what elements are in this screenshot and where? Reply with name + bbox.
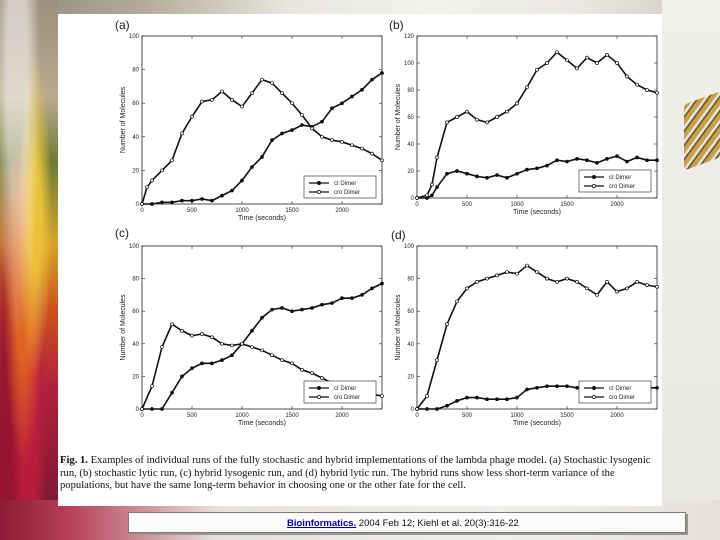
data-point [241, 179, 244, 182]
data-point [301, 308, 304, 311]
data-point [476, 396, 479, 399]
data-point [291, 102, 294, 105]
y-tick-label: 100 [128, 34, 139, 40]
data-point [271, 308, 274, 311]
citation-details: 2004 Feb 12; Kiehl et al. 20(3):316-22 [356, 518, 519, 529]
chart-panel-a [112, 18, 387, 223]
data-point [211, 199, 214, 202]
data-point [371, 78, 374, 81]
y-tick-label: 120 [403, 34, 414, 40]
data-point [456, 399, 459, 402]
data-point [261, 78, 264, 81]
x-tick-label: 1500 [285, 413, 299, 419]
data-point [321, 377, 324, 380]
x-tick-label: 2000 [335, 413, 349, 419]
data-point [516, 272, 519, 275]
data-point [201, 100, 204, 103]
data-point [161, 201, 164, 204]
data-point [361, 147, 364, 150]
panel-label-b: (b) [389, 18, 404, 32]
legend-marker [317, 386, 320, 389]
legend-label: cI Dimer [334, 386, 357, 392]
data-point [161, 346, 164, 349]
data-point [456, 170, 459, 173]
data-point [301, 113, 304, 116]
data-point [151, 385, 154, 388]
data-point [231, 189, 234, 192]
data-point [566, 277, 569, 280]
data-point [221, 194, 224, 197]
data-point [556, 51, 559, 54]
data-point [171, 159, 174, 162]
x-tick-label: 1000 [510, 413, 524, 419]
data-point [626, 287, 629, 290]
data-point [191, 334, 194, 337]
data-point [496, 116, 499, 119]
data-point [576, 386, 579, 389]
legend-label: cI Dimer [609, 175, 632, 181]
data-point [456, 116, 459, 119]
data-point [261, 316, 264, 319]
data-point [191, 367, 194, 370]
data-point [646, 89, 649, 92]
legend-label: cI Dimer [609, 386, 632, 392]
background-collage-left [0, 0, 58, 540]
data-point [331, 107, 334, 110]
data-point [546, 164, 549, 167]
data-point [446, 323, 449, 326]
data-point [191, 115, 194, 118]
legend-marker [592, 395, 595, 398]
figure-caption-label: Fig. 1. [60, 455, 88, 466]
data-point [281, 306, 284, 309]
data-point [446, 404, 449, 407]
data-point [576, 67, 579, 70]
chart-a-svg [112, 18, 387, 223]
data-point [281, 359, 284, 362]
x-tick-label: 0 [415, 413, 419, 419]
data-point [556, 385, 559, 388]
chart-b-svg [389, 18, 664, 223]
y-tick-label: 0 [410, 407, 414, 413]
data-point [656, 285, 659, 288]
data-point [486, 121, 489, 124]
data-point [231, 344, 234, 347]
x-tick-label: 1500 [560, 202, 574, 208]
data-point [146, 186, 149, 189]
y-tick-label: 20 [407, 169, 414, 175]
y-axis-label: Number of Molecules [395, 83, 402, 151]
legend-marker [317, 181, 320, 184]
figure-caption-text: Examples of individual runs of the fully stochastic and hybrid implementations of the lambda phage model. (a) Stochastic lysogenic run, (b) stochastic lytic run, (c) hybrid lysogenic run, and (d) hybrid lytic run. The hybrid runs show less short-term variance of the populations, but have the same long-term behavior in choosing one or the other fate for the cell. [60, 455, 651, 492]
x-tick-label: 0 [140, 413, 144, 419]
x-tick-label: 500 [186, 413, 198, 419]
data-point [251, 166, 254, 169]
data-point [616, 290, 619, 293]
data-point [381, 282, 384, 285]
data-point [436, 359, 439, 362]
data-point [516, 172, 519, 175]
data-point [466, 287, 469, 290]
legend-label: cro Dimer [334, 190, 361, 196]
legend-marker [592, 386, 595, 389]
data-point [566, 385, 569, 388]
data-point [251, 329, 254, 332]
data-point [141, 203, 144, 206]
data-point [446, 121, 449, 124]
data-point [321, 303, 324, 306]
data-point [576, 280, 579, 283]
data-point [371, 287, 374, 290]
data-point [526, 264, 529, 267]
data-point [221, 359, 224, 362]
x-axis-label: Time (seconds) [513, 209, 561, 216]
data-point [486, 176, 489, 179]
data-point [181, 199, 184, 202]
data-point [436, 156, 439, 159]
x-axis-label: Time (seconds) [238, 215, 286, 222]
data-point [656, 386, 659, 389]
data-point [181, 375, 184, 378]
data-point [516, 396, 519, 399]
data-point [181, 329, 184, 332]
x-tick-label: 0 [140, 208, 144, 214]
data-point [261, 349, 264, 352]
data-point [171, 323, 174, 326]
data-point [211, 336, 214, 339]
data-point [436, 186, 439, 189]
data-point [321, 135, 324, 138]
data-point [381, 71, 384, 74]
x-tick-label: 500 [461, 202, 473, 208]
data-point [351, 95, 354, 98]
y-axis-label: Number of Molecules [120, 294, 127, 361]
data-point [516, 102, 519, 105]
data-point [486, 398, 489, 401]
data-point [496, 274, 499, 277]
x-tick-label: 0 [415, 202, 419, 208]
y-axis-label: Number of Molecules [120, 86, 127, 154]
data-point [321, 120, 324, 123]
data-point [426, 408, 429, 411]
x-tick-label: 1500 [560, 413, 574, 419]
y-tick-label: 40 [132, 341, 139, 348]
data-point [606, 53, 609, 56]
data-point [291, 129, 294, 132]
panel-label-c: (c) [115, 226, 129, 240]
panel-label-d: (d) [391, 228, 406, 242]
background-right-strip [662, 0, 720, 540]
data-point [231, 354, 234, 357]
data-point [646, 159, 649, 162]
data-point [311, 372, 314, 375]
y-tick-label: 0 [135, 202, 139, 208]
data-point [301, 368, 304, 371]
data-point [361, 88, 364, 91]
data-point [636, 280, 639, 283]
data-point [291, 310, 294, 313]
data-point [191, 199, 194, 202]
data-point [596, 62, 599, 65]
data-point [466, 396, 469, 399]
y-tick-label: 40 [132, 134, 139, 141]
data-point [536, 68, 539, 71]
data-point [201, 197, 204, 200]
data-point [506, 271, 509, 274]
data-point [301, 124, 304, 127]
data-point [446, 172, 449, 175]
data-point [536, 386, 539, 389]
data-point [271, 354, 274, 357]
y-tick-label: 0 [135, 407, 139, 413]
data-point [221, 342, 224, 345]
data-point [161, 169, 164, 172]
data-point [426, 194, 429, 197]
data-point [351, 144, 354, 147]
data-point [201, 333, 204, 336]
data-point [656, 159, 659, 162]
y-tick-label: 60 [407, 115, 414, 121]
data-point [626, 75, 629, 78]
x-tick-label: 1000 [235, 208, 249, 214]
x-tick-label: 2000 [610, 202, 624, 208]
data-point [241, 105, 244, 108]
data-point [161, 408, 164, 411]
data-point [371, 152, 374, 155]
data-point [546, 385, 549, 388]
data-point [271, 82, 274, 85]
y-tick-label: 20 [132, 168, 139, 175]
chart-panel-b [389, 18, 664, 223]
data-point [281, 92, 284, 95]
background-chip-image [684, 91, 720, 170]
data-point [311, 306, 314, 309]
x-tick-label: 500 [186, 208, 198, 214]
data-point [506, 176, 509, 179]
data-point [566, 59, 569, 62]
data-point [426, 394, 429, 397]
chart-panel-c [112, 226, 387, 439]
data-point [456, 300, 459, 303]
data-point [436, 408, 439, 411]
data-point [351, 297, 354, 300]
x-tick-label: 2000 [335, 208, 349, 214]
data-point [361, 293, 364, 296]
data-point [151, 179, 154, 182]
data-point [341, 297, 344, 300]
data-point [476, 280, 479, 283]
data-point [636, 83, 639, 86]
data-point [381, 159, 384, 162]
data-point [151, 203, 154, 206]
data-point [151, 408, 154, 411]
data-point [496, 174, 499, 177]
data-point [506, 398, 509, 401]
data-point [556, 280, 559, 283]
data-point [381, 394, 384, 397]
data-point [141, 408, 144, 411]
data-point [431, 183, 434, 186]
legend-label: cI Dimer [334, 181, 357, 187]
chart-d-svg [389, 226, 664, 439]
data-point [416, 408, 419, 411]
data-point [181, 132, 184, 135]
y-tick-label: 60 [132, 101, 139, 108]
data-point [221, 90, 224, 93]
y-tick-label: 20 [407, 374, 414, 381]
y-tick-label: 80 [407, 276, 414, 283]
legend-label: cro Dimer [334, 395, 361, 401]
data-point [496, 398, 499, 401]
data-point [656, 91, 659, 94]
x-axis-label: Time (seconds) [513, 420, 561, 427]
data-point [636, 156, 639, 159]
data-point [341, 140, 344, 143]
figure-caption [60, 455, 660, 493]
data-point [586, 56, 589, 59]
y-tick-label: 100 [403, 61, 414, 67]
data-point [201, 362, 204, 365]
y-tick-label: 80 [132, 67, 139, 74]
data-point [566, 160, 569, 163]
x-tick-label: 1500 [285, 208, 299, 214]
data-point [331, 302, 334, 305]
y-tick-label: 0 [410, 196, 414, 202]
data-point [596, 161, 599, 164]
data-point [576, 157, 579, 160]
citation-journal-link[interactable]: Bioinformatics. [287, 518, 357, 529]
y-tick-label: 100 [128, 244, 139, 250]
data-point [476, 175, 479, 178]
legend-label: cro Dimer [609, 184, 636, 190]
data-point [261, 155, 264, 158]
data-point [626, 160, 629, 163]
data-point [341, 102, 344, 105]
data-point [526, 168, 529, 171]
data-point [466, 172, 469, 175]
legend-marker [317, 395, 320, 398]
data-point [331, 139, 334, 142]
data-point [251, 92, 254, 95]
data-point [476, 118, 479, 121]
x-tick-label: 2000 [610, 413, 624, 419]
data-point [526, 86, 529, 89]
y-tick-label: 80 [132, 276, 139, 283]
data-point [416, 197, 419, 200]
y-tick-label: 40 [407, 341, 414, 348]
data-point [536, 271, 539, 274]
panel-label-a: (a) [115, 18, 130, 32]
data-point [271, 139, 274, 142]
data-point [171, 391, 174, 394]
y-tick-label: 100 [403, 244, 414, 250]
data-point [431, 194, 434, 197]
x-tick-label: 1000 [510, 202, 524, 208]
data-point [281, 132, 284, 135]
data-point [251, 346, 254, 349]
legend-marker [592, 175, 595, 178]
data-point [506, 110, 509, 113]
y-tick-label: 40 [407, 142, 414, 148]
data-point [586, 287, 589, 290]
data-point [546, 277, 549, 280]
data-point [646, 284, 649, 287]
data-point [466, 110, 469, 113]
y-tick-label: 80 [407, 88, 414, 94]
x-tick-label: 500 [461, 413, 473, 419]
data-point [546, 62, 549, 65]
y-tick-label: 60 [407, 309, 414, 316]
data-point [211, 362, 214, 365]
data-point [606, 157, 609, 160]
data-point [171, 201, 174, 204]
data-point [311, 127, 314, 130]
data-point [616, 62, 619, 65]
y-tick-label: 20 [132, 374, 139, 381]
data-point [211, 98, 214, 101]
data-point [536, 167, 539, 170]
data-point [486, 277, 489, 280]
y-tick-label: 60 [132, 309, 139, 316]
data-point [616, 155, 619, 158]
data-point [526, 388, 529, 391]
chart-c-svg [112, 226, 387, 439]
data-point [596, 293, 599, 296]
x-tick-label: 1000 [235, 413, 249, 419]
data-point [556, 159, 559, 162]
y-axis-label: Number of Molecules [395, 294, 402, 361]
citation-box [128, 512, 686, 533]
data-point [231, 98, 234, 101]
chart-panel-d [389, 226, 664, 439]
legend-marker [592, 184, 595, 187]
data-point [586, 159, 589, 162]
data-point [291, 362, 294, 365]
x-axis-label: Time (seconds) [238, 420, 286, 427]
legend-marker [317, 190, 320, 193]
legend-label: cro Dimer [609, 395, 636, 401]
data-point [241, 342, 244, 345]
data-point [606, 280, 609, 283]
